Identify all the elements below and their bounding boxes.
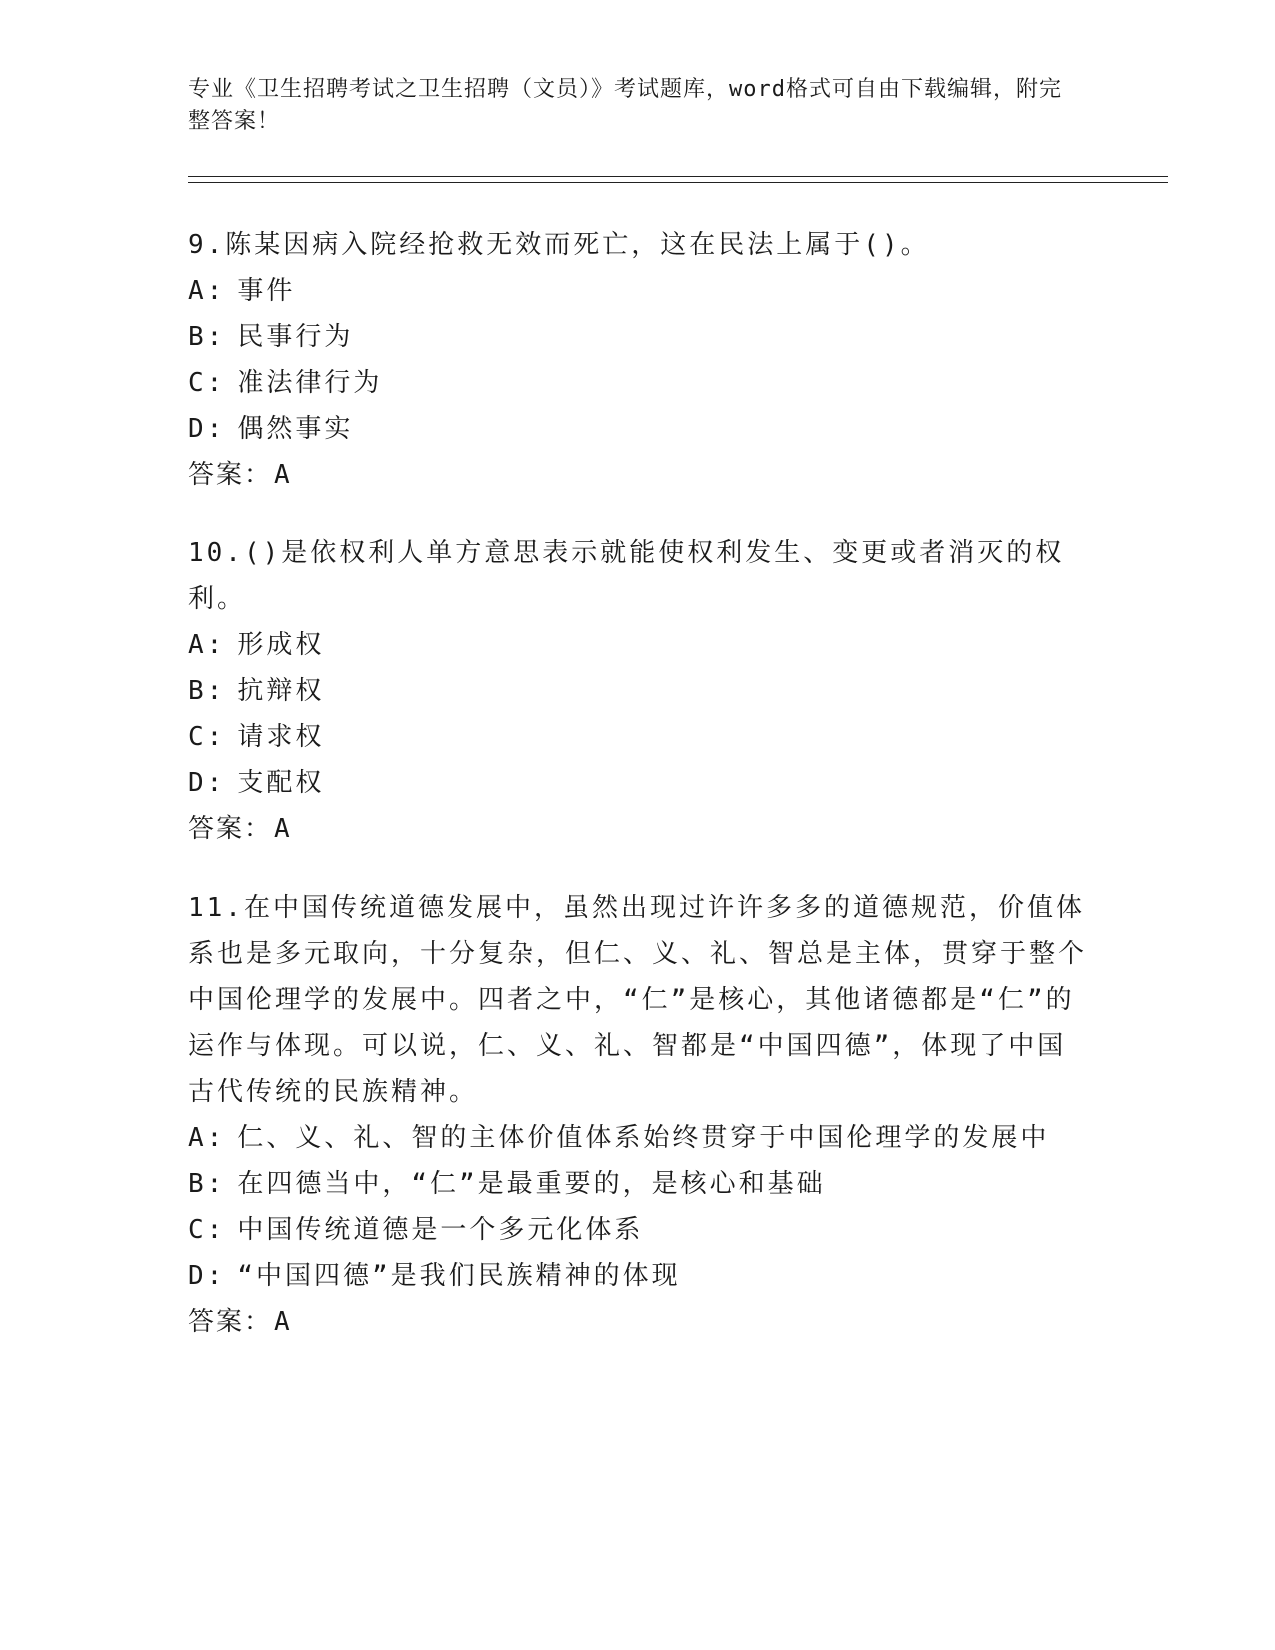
document-header: 专业《卫生招聘考试之卫生招聘（文员）》考试题库，word格式可自由下载编辑，附完整答案！ <box>188 77 1062 134</box>
question-9 <box>188 222 1088 498</box>
answer-label: 答案： <box>188 460 273 490</box>
option-text: 中国传统道德是一个多元化体系 <box>237 1215 644 1245</box>
option-c <box>188 714 1088 760</box>
option-b <box>188 668 1088 714</box>
option-letter: C: <box>188 368 226 398</box>
option-b <box>188 1161 1088 1207</box>
question-11 <box>188 885 1088 1345</box>
option-text: 形成权 <box>237 630 325 660</box>
option-text: 偶然事实 <box>237 414 354 444</box>
answer-value: A <box>274 460 290 490</box>
option-letter: D: <box>188 414 226 444</box>
option-letter: A: <box>188 630 226 660</box>
answer-label: 答案： <box>188 1307 273 1337</box>
header-divider-bottom <box>188 182 1168 183</box>
option-c <box>188 360 1088 406</box>
option-text: 仁、义、礼、智的主体价值体系始终贯穿于中国伦理学的发展中 <box>237 1123 1050 1153</box>
option-letter: A: <box>188 276 226 306</box>
option-a <box>188 1115 1088 1161</box>
option-letter: A: <box>188 1123 226 1153</box>
option-text: 支配权 <box>237 768 325 798</box>
option-text: “中国四德”是我们民族精神的体现 <box>237 1261 681 1291</box>
question-stem: 9.陈某因病入院经抢救无效而死亡，这在民法上属于()。 <box>188 230 930 260</box>
option-text: 民事行为 <box>237 322 354 352</box>
option-letter: C: <box>188 722 226 752</box>
option-d <box>188 760 1088 806</box>
option-a <box>188 268 1088 314</box>
header-divider-top <box>188 176 1168 177</box>
question-10 <box>188 530 1088 852</box>
question-stem: 11.在中国传统道德发展中，虽然出现过许许多多的道德规范，价值体系也是多元取向，十分复杂，但仁、义、礼、智总是主体，贯穿于整个中国伦理学的发展中。四者之中，“仁”是核心，其他诸德都是“仁”的运作与体现。可以说，仁、义、礼、智都是“中国四德”，体现了中国古代传统的民族精神。 <box>188 893 1088 1107</box>
option-text: 请求权 <box>237 722 325 752</box>
option-letter: D: <box>188 768 226 798</box>
answer-value: A <box>274 814 290 844</box>
option-c <box>188 1207 1088 1253</box>
option-a <box>188 622 1088 668</box>
option-text: 在四德当中，“仁”是最重要的，是核心和基础 <box>237 1169 826 1199</box>
question-stem: 10.()是依权利人单方意思表示就能使权利发生、变更或者消灭的权利。 <box>188 538 1065 614</box>
answer-line <box>188 1299 1088 1345</box>
option-letter: C: <box>188 1215 226 1245</box>
answer-line <box>188 806 1088 852</box>
answer-label: 答案： <box>188 814 273 844</box>
option-text: 准法律行为 <box>237 368 383 398</box>
answer-value: A <box>274 1307 290 1337</box>
option-text: 抗辩权 <box>237 676 325 706</box>
option-text: 事件 <box>237 276 296 306</box>
option-letter: D: <box>188 1261 226 1291</box>
option-b <box>188 314 1088 360</box>
option-letter: B: <box>188 322 226 352</box>
option-letter: B: <box>188 1169 226 1199</box>
option-d <box>188 406 1088 452</box>
option-d <box>188 1253 1088 1299</box>
answer-line <box>188 452 1088 498</box>
option-letter: B: <box>188 676 226 706</box>
